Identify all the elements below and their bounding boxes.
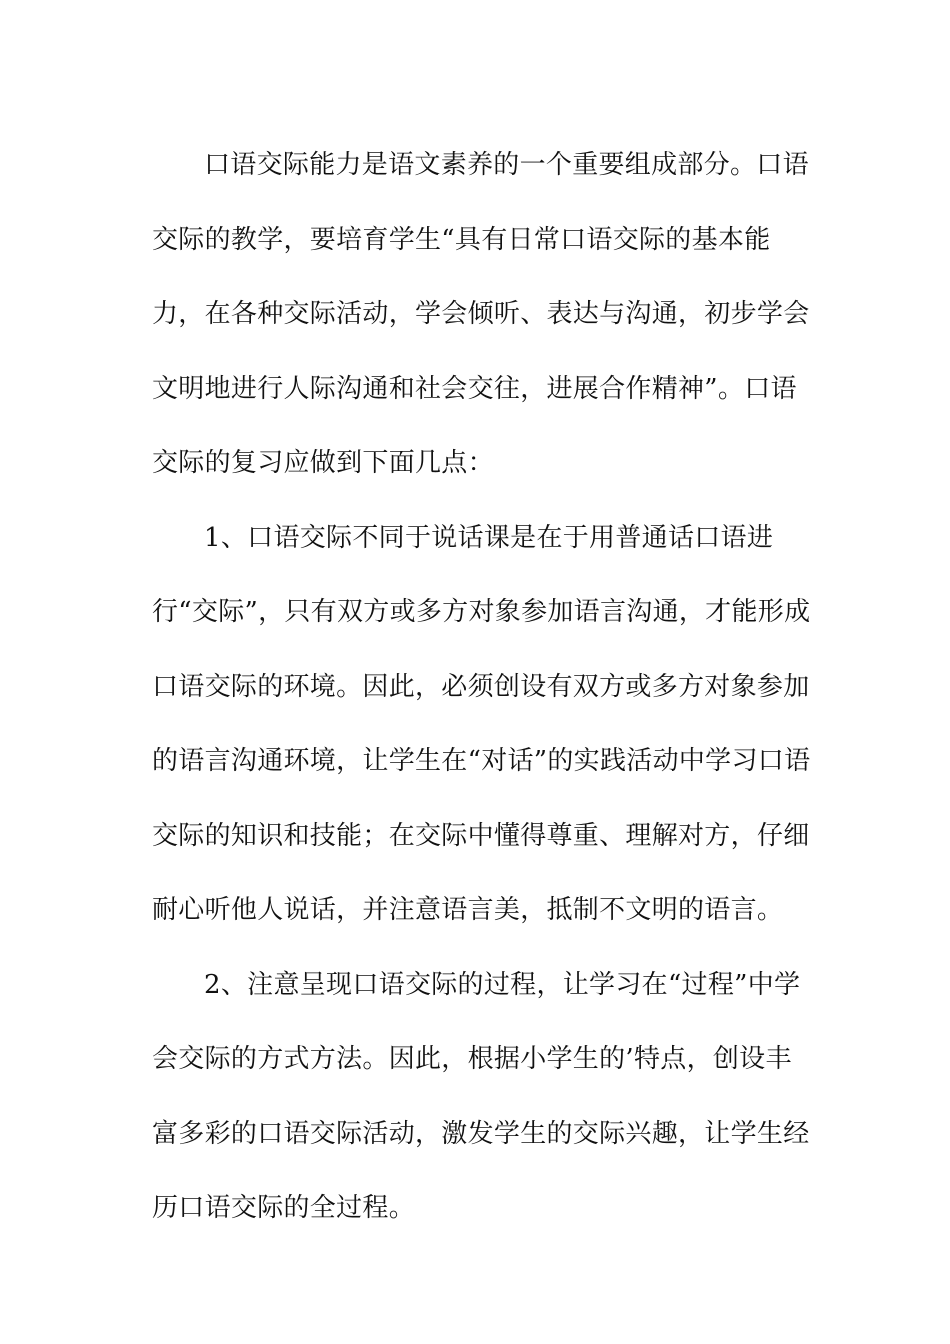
body-text: [152, 128, 812, 1246]
paragraph-point-1: 1、口语交际不同于说话课是在于用普通话口语进行“交际”，只有双方或多方对象参加语言沟通，才能形成口语交际的环境。因此，必须创设有双方或多方对象参加的语言沟通环境，让学生在“对话”的实践活动中学习口语交际的知识和技能；在交际中懂得尊重、理解对方，仔细耐心听他人说话，并注意语言美，抵制不文明的语言。: [152, 522, 811, 925]
paragraph-intro: 口语交际能力是语文素养的一个重要组成部分。口语交际的教学，要培育学生“具有日常口语交际的基本能力，在各种交际活动，学会倾听、表达与沟通，初步学会文明地进行人际沟通和社会交往，进展合作精神”。口语交际的复习应做到下面几点：: [152, 150, 810, 478]
paragraph-point-2: 2、注意呈现口语交际的过程，让学习在“过程”中学会交际的方式方法。因此，根据小学生的’特点，创设丰富多彩的口语交际活动，激发学生的交际兴趣，让学生经历口语交际的全过程。: [152, 969, 810, 1223]
